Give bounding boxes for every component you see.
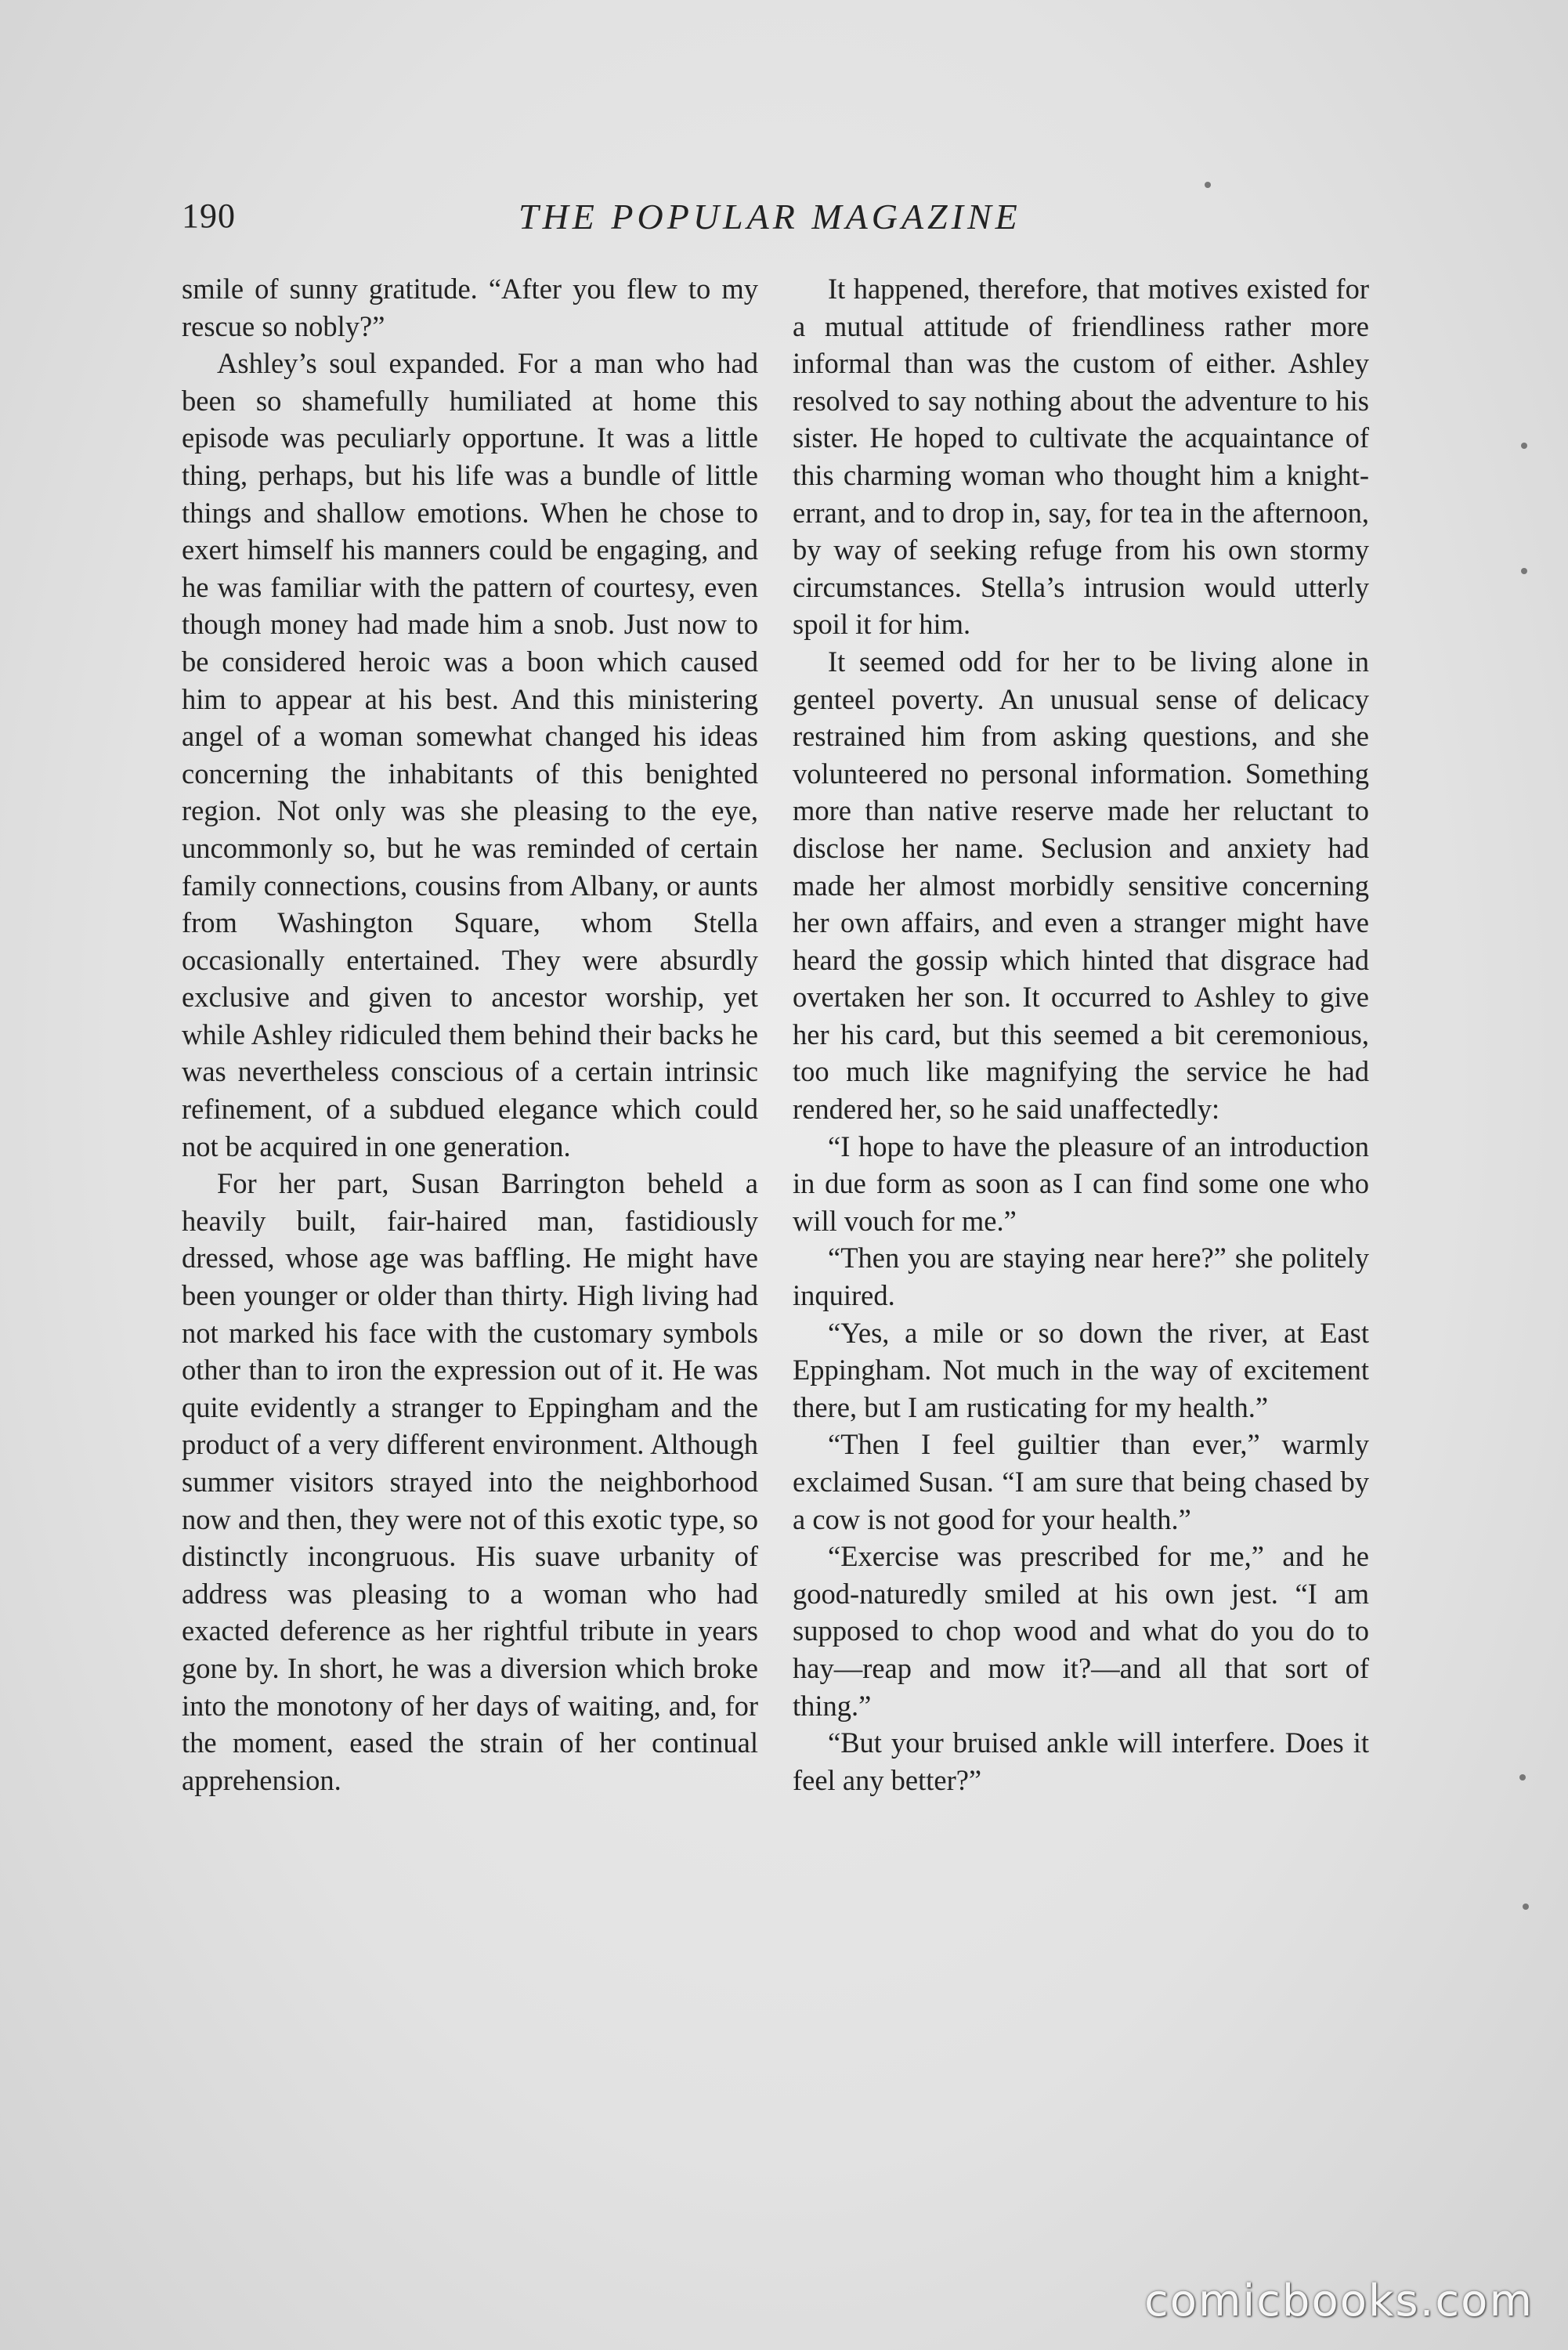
paragraph: Ashley’s soul expanded. For a man who had been so shamefully humiliated at home this episode was peculiarly opportune. It was a little thing, perhaps, but his life was a bundle of little things and shallow emotions. When he chose to exert himself his manners could be engaging, and he was familiar with the pattern of courtesy, even though money had made him a snob. Just now to be considered heroic was a boon which caused him to appear at his best. And this ministering angel of a woman somewhat changed his ideas concerning the inhabitants of this benighted region. Not only was she pleasing to the eye, uncommonly so, but he was reminded of certain family connections, cousins from Albany, or aunts from Washington Square, whom Stella occasionally entertained. They were absurdly exclusive and given to ancestor worship, yet while Ashley ridiculed them behind their backs he was nevertheless conscious of a certain intrinsic refinement, of a subdued elegance which could not be acquired in one generation. [182,347,758,1162]
paragraph: “Exercise was prescribed for me,” and he good-naturedly smiled at his own jest. “I am supposed to chop wood and what do you do to hay—reap and mow it?—and all that sort of thing.” [793,1540,1369,1722]
paragraph: It happened, therefore, that motives existed for a mutual attitude of friendliness rather more informal than was the custom of either. Ashley resolved to say nothing about the adventure to his sister. He hoped to cultivate the acquaintance of this charming woman who thought him a knight-errant, and to drop in, say, for tea in the afternoon, by way of seeking refuge from his own stormy circumstances. Stella’s intrusion would utterly spoil it for him. [793,273,1369,641]
paper-speck [1521,443,1527,449]
running-title: THE POPULAR MAGAZINE [518,197,1021,237]
paragraph: “Then I feel guiltier than ever,” warmly exclaimed Susan. “I am sure that being chased by a cow is not good for your health.” [793,1428,1369,1535]
paper-speck [1205,182,1211,188]
right-column [793,270,1369,1799]
paragraph: “Yes, a mile or so down the river, at East Eppingham. Not much in the way of excitement there, but I am rusticating for my health.” [793,1316,1369,1423]
paper-speck [1519,1774,1526,1781]
left-column [182,270,758,1799]
paragraph: smile of sunny gratitude. “After you flew to my rescue so nobly?” [182,273,758,342]
paragraph: For her part, Susan Barrington beheld a heavily built, fair-haired man, fastidiously dressed, whose age was baffling. He might have been younger or older than thirty. High living had not marked his face with the customary symbols other than to iron the expression out of it. He was quite evidently a stranger to Eppingham and the product of a very different environment. Although summer visitors strayed into the neighborhood now and then, they were not of this exotic type, so distinctly incongruous. His suave urbanity of address was pleasing to a woman who had exacted deference as her rightful tribute in years gone by. In short, he was a diversion which broke into the monotony of her days of waiting, and, for the moment, eased the strain of her continual apprehension. [182,1167,758,1796]
paragraph: “Then you are staying near here?” she politely inquired. [793,1242,1369,1312]
paper-speck [1521,568,1527,574]
paragraph: “But your bruised ankle will interfere. Does it feel any better?” [793,1726,1369,1796]
paper-speck [1523,1904,1529,1910]
page-number: 190 [182,197,236,235]
paragraph: It seemed odd for her to be living alone in genteel poverty. An unusual sense of delicacy restrained him from asking questions, and she volunteered no personal information. Something more than native reserve made her reluctant to disclose her name. Seclusion and anxiety had made her almost morbidly sensitive concerning her own affairs, and even a stranger might have heard the gossip which hinted that disgrace had overtaken her son. It occurred to Ashley to give her his card, but this seemed a bit ceremonious, too much like magnifying the service he had rendered her, so he said unaffectedly: [793,645,1369,1126]
paragraph: “I hope to have the pleasure of an introduction in due form as soon as I can find some one who will vouch for me.” [793,1130,1369,1237]
watermark-logo: comicbooks.com [1143,2276,1534,2326]
page-header [182,196,1357,243]
